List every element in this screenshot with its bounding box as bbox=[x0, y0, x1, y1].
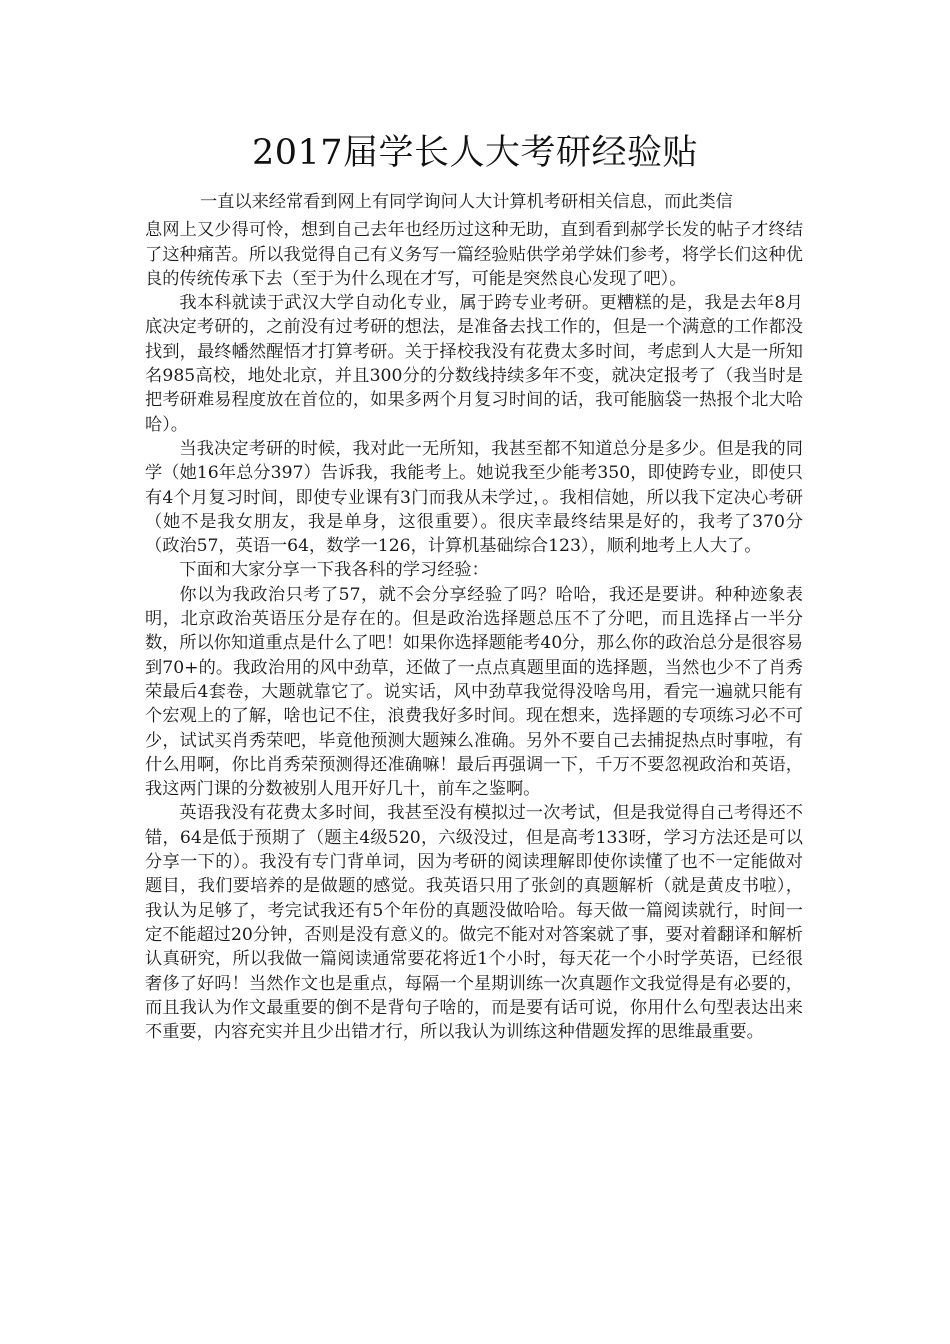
paragraph-background: 我本科就读于武汉大学自动化专业，属于跨专业考研。更糟糕的是，我是去年8月底决定考研的，之前没有过考研的想法，是准备去找工作的，但是一个满意的工作都没找到，最终幡然醒悟才打算考研。关于择校我没有花费太多时间，考虑到人大是一所知名985高校，地处北京，并且300分的分数线持续多年不变，就决定报考了（我当时是把考研难易程度放在首位的，如果多两个月复习时间的话，我可能脑袋一热报个北大哈哈）。 bbox=[145, 293, 803, 435]
paragraph-decision: 当我决定考研的时候，我对此一无所知，我甚至都不知道总分是多少。但是我的同学（她16年总分397）告诉我，我能考上。她说我至少能考350，即使跨专业，即使只有4个月复习时间，即使专业课有3门而我从未学过，。我相信她，所以我下定决心考研（她不是我女朋友，我是单身，这很重要）。很庆幸最终结果是好的，我考了370分（政治57，英语一64，数学一126，计算机基础综合123），顺利地考上人大了。 bbox=[145, 438, 803, 557]
paragraph-english: 英语我没有花费太多时间，我甚至没有模拟过一次考试，但是我觉得自己考得还不错，64是低于预期了（题主4级520，六级没过，但是高考133呀，学习方法还是可以分享一下的）。我没有专门背单词，因为考研的阅读理解即使你读懂了也不一定能做对题目，我们要培养的是做题的感觉。我英语只用了张剑的真题解析（就是黄皮书啦），我认为足够了，考完试我还有5个年份的真题没做哈哈。每天做一篇阅读就行，时间一定不能超过20分钟，否则是没有意义的。做完不能对对答案就了事，要对着翻译和解析认真研究，所以我做一篇阅读通常要花将近1个小时，每天花一个小时学英语，已经很奢侈了好吗！当然作文也是重点，每隔一个星期训练一次真题作文我觉得是有必要的，而且我认为作文最重要的倒不是背句子啥的，而是要有话可说，你用什么句型表达出来不重要，内容充实并且少出错才行，所以我认为训练这种借题发挥的思维最重要。 bbox=[145, 803, 803, 1043]
paragraph-intro-text: 息网上又少得可怜，想到自己去年也经历过这种无助，直到看到郝学长发的帖子才终结了这种痛苦。所以我觉得自己有义务写一篇经验贴供学弟学妹们参考，将学长们这种优良的传统传承下去（至于为什么现在才写，可能是突然良心发现了吧）。 bbox=[145, 220, 803, 289]
paragraph-politics: 你以为我政治只考了57，就不会分享经验了吗？哈哈，我还是要讲。种种迹象表明，北京政治英语压分是存在的。但是政治选择题总压不了分吧，而且选择占一半分数，所以你知道重点是什么了吧！如果你选择题能考40分，那么你的政治总分是很容易到70+的。我政治用的风中劲草，还做了一点点真题里面的选择题，当然也少不了肖秀荣最后4套卷，大题就靠它了。说实话，风中劲草我觉得没啥鸟用，看完一遍就只能有个宏观上的了解，啥也记不住，浪费我好多时间。现在想来，选择题的专项练习必不可少，试试买肖秀荣吧，毕竟他预测大题辣么准确。另外不要自己去捕捉热点时事啦，有什么用啊，你比肖秀荣预测得还准确嘛！最后再强调一下，千万不要忽视政治和英语，我这两门课的分数被别人甩开好几十，前车之鉴啊。 bbox=[145, 584, 803, 800]
paragraph-intro bbox=[145, 190, 803, 291]
document-body bbox=[145, 190, 803, 1044]
paragraph-intro-first-line: 一直以来经常看到网上有同学询问人大计算机考研相关信息，而此类信 bbox=[200, 192, 733, 212]
paragraph-share: 下面和大家分享一下我各科的学习经验： bbox=[179, 560, 489, 581]
document-title: 2017届学长人大考研经验贴 bbox=[251, 133, 699, 173]
